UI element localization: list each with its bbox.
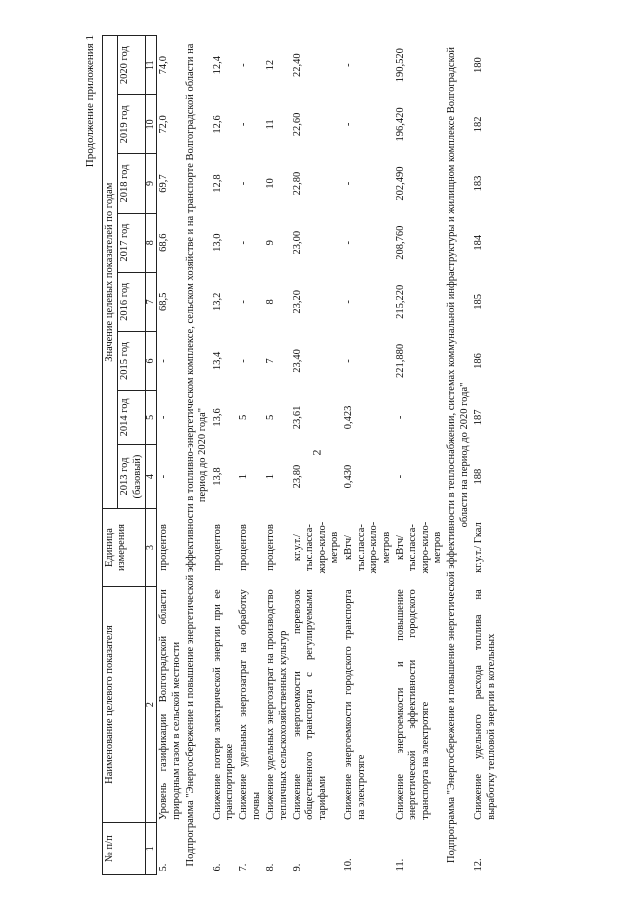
indicator-value: - <box>238 63 250 67</box>
indicator-value: 12,4 <box>211 55 223 75</box>
indicator-value: 183 <box>473 175 485 192</box>
header-row-1 <box>103 36 118 875</box>
indicator-value: 9 <box>265 240 277 246</box>
indicator-value: - <box>238 122 250 127</box>
row-number: 10. <box>343 858 355 872</box>
row-number: 9. <box>291 863 303 872</box>
indicator-name: Снижение энергоемкости городского транспорта на электротяге <box>343 589 367 820</box>
indicator-unit: процентов <box>158 524 170 571</box>
indicator-value: 68,5 <box>158 292 170 312</box>
column-number: 5 <box>146 391 157 445</box>
indicator-value: - <box>158 474 170 479</box>
indicator-value: 72,0 <box>158 115 170 134</box>
row-number: 11. <box>394 858 406 872</box>
indicator-value: 202,490 <box>394 166 406 201</box>
indicator-name: Уровень газификации Волгоградской области природным газом в сельской местности <box>158 589 182 820</box>
indicator-value: - <box>343 359 355 363</box>
column-number: 11 <box>146 36 157 95</box>
indicator-value: 12,8 <box>211 174 223 193</box>
indicator-value: 69,7 <box>158 174 170 193</box>
indicator-value: 186 <box>473 353 485 369</box>
indicators-body <box>157 36 499 875</box>
indicator-row <box>472 36 499 875</box>
indicator-value: 187 <box>473 409 485 426</box>
year-header: 2017 год <box>118 213 146 272</box>
indicator-value: 11 <box>265 119 277 130</box>
indicator-value: 1 <box>238 473 250 480</box>
indicator-value: 0,430 <box>343 464 355 489</box>
indicator-value: 22,40 <box>291 53 303 77</box>
indicator-value: - <box>394 474 406 479</box>
year-header: 2018 год <box>118 154 146 213</box>
indicator-name: Снижение энергоемкости перевозок общественного транспорта с регулируемыми тарифами <box>291 589 328 820</box>
indicator-value: 13,6 <box>211 408 223 427</box>
indicator-value: 12,6 <box>211 115 223 134</box>
indicator-row <box>291 36 343 875</box>
indicator-value: 182 <box>473 116 485 133</box>
column-numbers-row <box>146 36 157 875</box>
indicator-value: 23,80 <box>291 464 303 489</box>
indicator-value: - <box>158 359 170 363</box>
indicator-name: Снижение удельных энергозатрат на обработку почвы <box>238 589 262 820</box>
indicator-value: 8 <box>265 299 277 305</box>
row-number: 12. <box>473 858 485 872</box>
row-number: 7. <box>238 863 250 872</box>
year-header: 2016 год <box>118 272 146 331</box>
indicator-value: - <box>394 415 406 420</box>
row-number: 6. <box>211 863 223 872</box>
indicator-value: - <box>238 240 250 245</box>
row-number: 8. <box>265 863 277 872</box>
indicator-value: 5 <box>265 414 277 421</box>
indicator-value: 188 <box>473 468 485 485</box>
indicator-value: 208,760 <box>394 225 406 260</box>
column-number: 2 <box>146 586 157 823</box>
indicator-value: - <box>238 359 250 363</box>
page-number: 2 <box>309 449 324 456</box>
indicator-unit: процентов <box>265 524 277 571</box>
indicator-value: 190,520 <box>394 48 406 83</box>
indicator-unit: кВтч/ тыс.пасса-жиро-кило-метров <box>394 521 443 574</box>
indicator-value: 7 <box>265 358 277 364</box>
indicator-value: 12 <box>265 59 277 71</box>
indicator-value: 23,00 <box>291 230 303 255</box>
indicator-value: - <box>238 300 250 304</box>
indicator-row <box>342 36 394 875</box>
year-header: 2014 год <box>118 391 146 445</box>
indicator-value: 185 <box>473 293 485 310</box>
indicator-value: 215,220 <box>394 284 406 319</box>
indicator-value: 68,6 <box>158 233 170 252</box>
indicator-row <box>237 36 264 875</box>
row-number: 5. <box>158 863 170 872</box>
year-header: 2019 год <box>118 95 146 154</box>
indicator-value: 1 <box>265 473 277 480</box>
column-number: 3 <box>146 509 157 586</box>
indicator-name: Снижение энергоемкости и повышение энергетической эффективности городского транспорта на электротяге <box>394 589 431 820</box>
indicator-unit: кВтч/ тыс.пасса-жиро-кило-метров <box>343 521 392 574</box>
column-number: 10 <box>146 95 157 154</box>
indicator-value: 23,40 <box>291 349 303 373</box>
subprogram-title: Подпрограмма "Энергосбережение и повышение энергетической эффективности в топливно-энергетическом комплексе, сельском хозяйстве и на транспорте Волгоградской области на период до 2020 года" <box>184 43 209 867</box>
indicator-unit: кг.у.т./ Гкал <box>473 522 485 573</box>
indicator-value: 5 <box>238 414 250 421</box>
indicator-value: 221,880 <box>394 343 406 379</box>
indicator-row <box>264 36 291 875</box>
indicator-value: 23,61 <box>291 405 303 430</box>
indicator-value: 10 <box>265 178 277 189</box>
indicator-row <box>157 36 184 875</box>
indicator-value: 184 <box>473 234 485 251</box>
column-number: 8 <box>146 213 157 272</box>
indicator-value: 13,4 <box>211 351 223 371</box>
indicator-value: 196,420 <box>394 107 406 142</box>
indicator-value: - <box>343 63 355 67</box>
indicator-value: 0,423 <box>343 405 355 430</box>
values-group-header: Значение целевых показателей по годам <box>103 36 118 509</box>
indicator-value: - <box>158 415 170 420</box>
indicator-name: Снижение потери электрической энергии при ее транспортировке <box>211 589 235 820</box>
continuation-caption: Продолжение приложения 1 <box>84 35 96 168</box>
year-header: 2013 год (базовый) <box>118 444 146 509</box>
subprogram-row <box>184 36 211 875</box>
col-no-header: № п/п <box>103 823 146 875</box>
column-number: 4 <box>146 444 157 509</box>
indicator-value: 22,80 <box>291 171 303 196</box>
column-number: 7 <box>146 272 157 331</box>
indicator-unit: процентов <box>238 524 250 571</box>
indicator-value: 13,8 <box>211 467 223 486</box>
column-number: 6 <box>146 331 157 390</box>
indicator-name: Снижение удельного расхода топлива на выработку тепловой энергии в котельных <box>473 589 497 820</box>
indicator-row <box>211 36 238 875</box>
col-name-header: Наименование целевого показателя <box>103 586 146 823</box>
subprogram-title: Подпрограмма "Энергосбережение и повышение энергетической эффективности в теплоснабжении, системах коммунальной инфраструктуры и жилищном комплексе Волгоградской области на период до 2020 года" <box>446 46 470 864</box>
indicator-value: - <box>343 300 355 304</box>
indicator-value: 22,60 <box>291 112 303 137</box>
column-number: 9 <box>146 154 157 213</box>
year-header: 2015 год <box>118 331 146 390</box>
indicator-value: - <box>343 240 355 245</box>
column-number: 1 <box>146 823 157 875</box>
indicator-unit: процентов <box>211 524 223 571</box>
indicator-unit: кг.у.т./ тыс.пасса-жиро-кило-метров <box>291 521 340 574</box>
indicator-value: 180 <box>473 57 485 74</box>
indicator-value: - <box>343 181 355 186</box>
subprogram-row <box>445 36 472 875</box>
indicator-row <box>394 36 446 875</box>
indicator-value: 23,20 <box>291 290 303 314</box>
indicator-name: Снижение удельных энергозатрат на производство тепличных сельскохозяйственных культур <box>265 589 289 820</box>
indicator-value: 13,0 <box>211 233 223 252</box>
indicator-value: 13,2 <box>211 292 223 312</box>
landscape-content <box>84 35 564 875</box>
year-header: 2020 год <box>118 36 146 95</box>
col-unit-header: Единица измерения <box>103 509 146 586</box>
indicator-value: 74,0 <box>158 55 170 75</box>
indicators-table <box>102 35 499 875</box>
indicator-value: - <box>343 122 355 127</box>
indicator-value: - <box>238 181 250 186</box>
